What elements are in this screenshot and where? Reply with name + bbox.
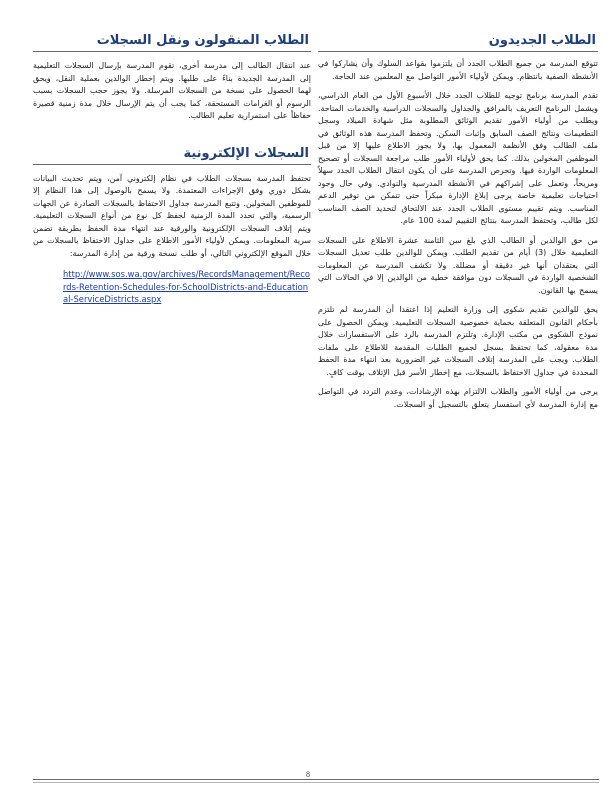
- paragraph: تتوقع المدرسة من جميع الطلاب الجدد أن يلتزموا بقواعد السلوك وأن يشاركوا في الأنشطة الصفية بانتظام. ويمكن لأولياء الأمور التواصل مع المعلمين عند الحاجة.: [318, 59, 598, 81]
- heading-rule: [318, 51, 598, 52]
- paragraph: تقدم المدرسة برنامج توجيه للطلاب الجدد خلال الأسبوع الأول من العام الدراسي، ويشمل البرنامج التعريف بالمرافق والجداول والسجلات الدراسية والخدمات المتاحة. ويطلب من أولياء الأمور تقديم الوثائق المطلوبة مثل شهادة الميلاد وسجل التطعيمات ونتائج الصف السابق وإثبات السكن. وتحفظ المدرسة هذه الوثائق في ملف الطالب وفق الأنظمة المعمول بها، ولا يجوز الاطلاع عليها إلا من قبل الموظفين المخولين بذلك. كما يحق لأولياء الأمور طلب مراجعة السجلات أو تصحيح المعلومات الواردة فيها. وتحرص المدرسة على أن يكون انتقال الطلاب الجدد سهلاً ومريحاً، وتعمل على إشراكهم في الأنشطة المدرسية والنوادي. وفي حال وجود احتياجات تعليمية خاصة يرجى إبلاغ الإدارة مبكراً حتى تتمكن من توفير الدعم المناسب. ويتم تقييم مستوى الطلاب الجدد عند الالتحاق لتحديد الصف المناسب لكل طالب، وتحتفظ المدرسة بنتائج التقييم لمدة 100 عام.: [318, 91, 598, 225]
- left-column: [33, 32, 311, 306]
- section-spacer: [33, 131, 311, 145]
- paragraph: يرجى من أولياء الأمور والطلاب الالتزام بهذه الإرشادات، وعدم التردد في التواصل مع إدارة المدرسة لأي استفسار يتعلق بالتسجيل أو السجلات.: [318, 387, 598, 409]
- section-heading-electronic-records: السجلات الإلكترونية: [183, 145, 309, 161]
- section-heading-new-students: الطلاب الجديدون: [488, 33, 596, 48]
- paragraph: من حق الوالدين أو الطالب الذي بلغ سن الثامنة عشرة الاطلاع على السجلات التعليمية خلال (3) أيام من تقديم الطلب. ويمكن للوالدين طلب تعديل السجلات التي يعتقدان أنها غير دقيقة أو مضللة. ولا تكشف المدرسة عن المعلومات الشخصية الواردة في السجلات دون موافقة خطية من الوالدين إلا في الحالات التي يسمح بها القانون.: [318, 235, 598, 295]
- page-number: 8: [306, 770, 310, 779]
- paragraph: تحتفظ المدرسة بسجلات الطلاب في نظام إلكتروني آمن، ويتم تحديث البيانات بشكل دوري وفق الإجراءات المعتمدة. ولا يسمح بالوصول إلى هذا النظام إلا للموظفين المخولين. وتتبع المدرسة جداول الاحتفاظ بالسجلات الصادرة عن الجهات الرسمية، والتي تحدد المدة الزمنية لحفظ كل نوع من أنواع السجلات التعليمية. ويتم إتلاف السجلات الإلكترونية والورقية عند انتهاء مدة الحفظ بطريقة تضمن سرية المعلومات. ويمكن لأولياء الأمور الاطلاع على جداول الاحتفاظ بالسجلات من خلال الموقع الإلكتروني التالي، أو طلب نسخة ورقية من إدارة المدرسة:: [33, 173, 311, 258]
- records-retention-link[interactable]: http://www.sos.wa.gov/archives/RecordsManagement/Records-Retention-Schedules-for-SchoolDistricts-and-Educational-ServiceDistricts.aspx: [63, 269, 311, 304]
- footer-rule: [33, 779, 599, 780]
- section-heading-transfer: الطلاب المنقولون ونقل السجلات: [96, 33, 309, 48]
- paragraph: يحق للوالدين تقديم شكوى إلى وزارة التعليم إذا اعتقدا أن المدرسة لم تلتزم بأحكام القانون المتعلقة بحماية خصوصية السجلات التعليمية. ويمكن الحصول على نموذج الشكوى من مكتب الإدارة. وتلتزم المدرسة بالرد على الاستفسارات خلال مدة معقولة، كما تحتفظ بسجل لجميع الطلبات المقدمة للاطلاع على ملفات الطلاب. ويجب على المدرسة إتلاف السجلات غير الضرورية بعد انتهاء مدة الحفظ المحددة في جداول الاحتفاظ بالسجلات، مع إخطار الأسر قبل الإتلاف بوقت كافٍ.: [318, 305, 598, 377]
- heading-rule: [33, 51, 311, 52]
- footer-rule-secondary: [33, 782, 599, 783]
- heading-rule: [33, 164, 311, 165]
- paragraph: عند انتقال الطالب إلى مدرسة أخرى، تقوم المدرسة بإرسال السجلات التعليمية إلى المدرسة الجديدة بناءً على طلبها. ويتم إخطار الوالدين بعملية النقل، ويحق لهما الحصول على نسخة من السجلات المرسلة. ولا يجوز حجب السجلات بسبب الرسوم أو الغرامات المستحقة، كما يجب أن يتم الإرسال خلال مدة زمنية قصيرة حفاظاً على استمرارية تعليم الطالب.: [33, 61, 311, 120]
- right-column: [318, 32, 598, 418]
